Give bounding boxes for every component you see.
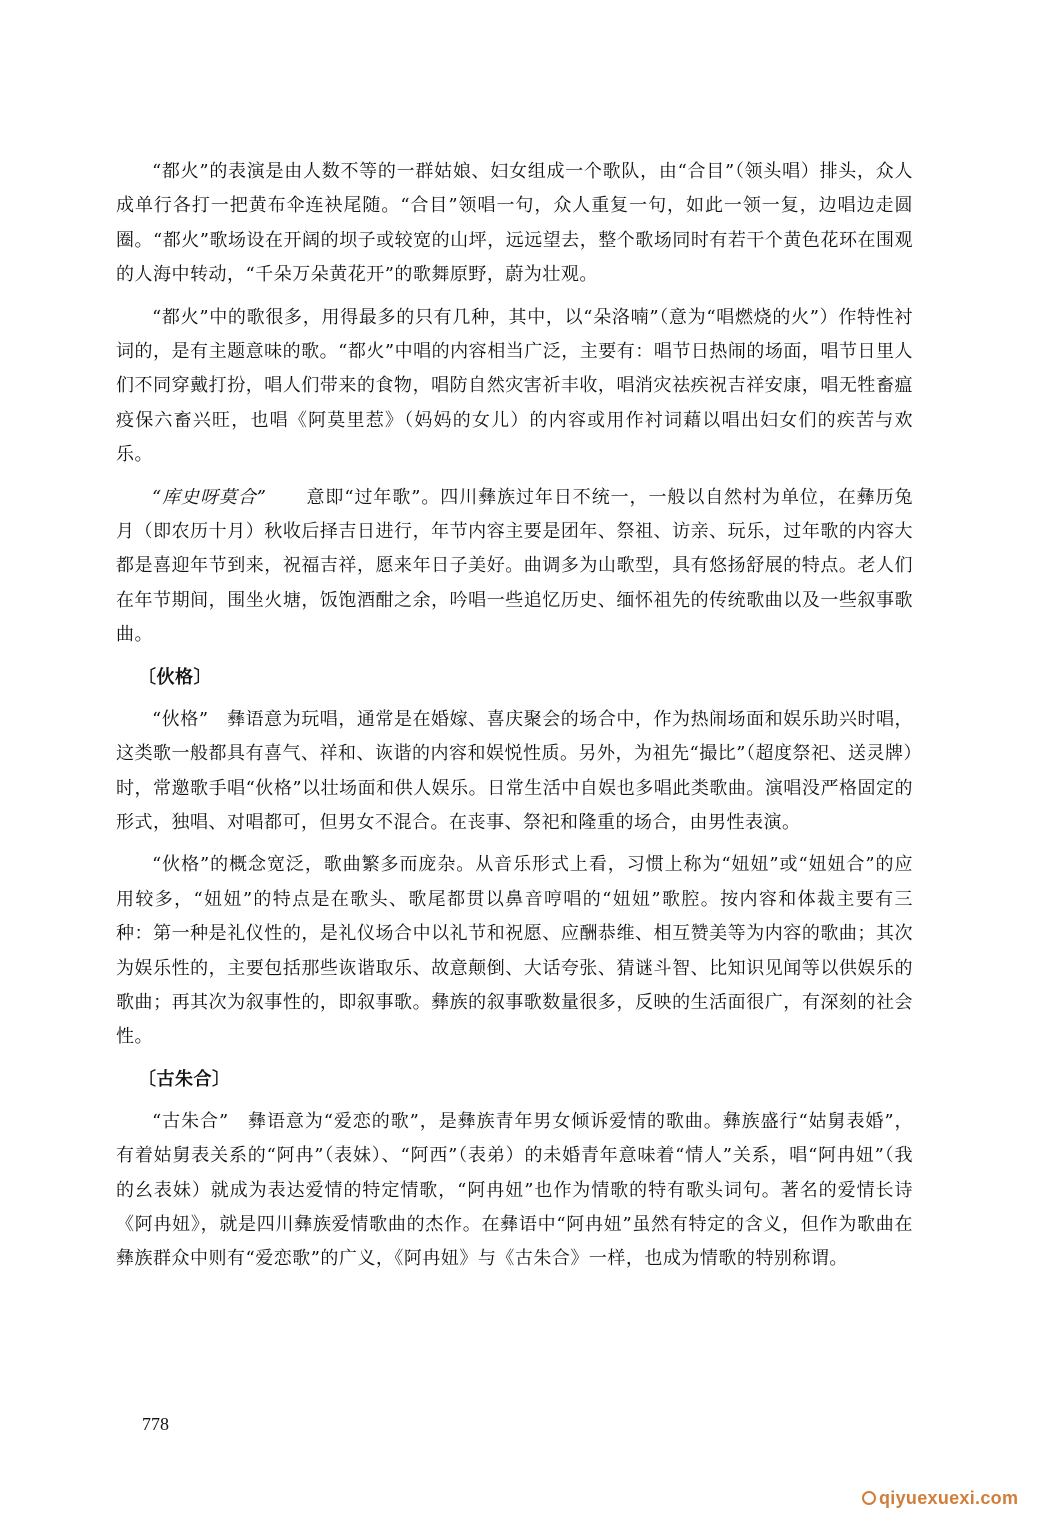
paragraph-duhuo-performance: “都火”的表演是由人数不等的一群姑娘、妇女组成一个歌队，由“合目”（领头唱）排头，众人成单行各打一把黄布伞连袂尾随。“合目”领唱一句，众人重复一句，如此一领一复，边唱边走圆圈。“都火”歌场设在开阔的坝子或较宽的山坪，远远望去，整个歌场同时有若干个黄色花环在围观的人海中转动，“千朵万朵黄花开”的歌舞原野，蔚为壮观。 — [116, 161, 913, 286]
paragraph-guzhuhe-love-songs: “古朱合” 彝语意为“爱恋的歌”，是彝族青年男女倾诉爱情的歌曲。彝族盛行“姑舅表婚”，有着姑舅表关系的“阿冉”（表妹）、“阿西”（表弟）的未婚青年意味着“情人”关系，唱“阿冉妞”（我的幺表妹）就成为表达爱情的特定情歌，“阿冉妞”也作为情歌的特有歌头词句。著名的爱情长诗《阿冉妞》，就是四川彝族爱情歌曲的杰作。在彝语中“阿冉妞”虽然有特定的含义，但作为歌曲在彝族群众中则有“爱恋歌”的广义，《阿冉妞》与《古朱合》一样，也成为情歌的特别称谓。 — [116, 1110, 913, 1270]
watermark-logo-icon — [862, 1491, 876, 1505]
section-heading-huoge: 〔伙格〕 — [138, 666, 212, 688]
paragraph-huoge-forms: “伙格”的概念宽泛，歌曲繁多而庞杂。从音乐形式上看，习惯上称为“妞妞”或“妞妞合”的应用较多，“妞妞”的特点是在歌头、歌尾都贯以鼻音哼唱的“妞妞”歌腔。按内容和体裁主要有三种：第一种是礼仪性的，是礼仪场合中以礼节和祝愿、应酬恭维、相互赞美等为内容的歌曲；其次为娱乐性的，主要包括那些诙谐取乐、故意颠倒、大话夸张、猜谜斗智、比知识见闻等以供娱乐的歌曲；再其次为叙事性的，即叙事歌。彝族的叙事歌数量很多，反映的生活面很广，有深刻的社会性。 — [116, 854, 913, 1048]
watermark-text: qiyuexuexi.com — [879, 1488, 1019, 1508]
paragraph-new-year-songs-text: 意即“过年歌”。四川彝族过年日不统一，一般以自然村为单位，在彝历兔月（即农历十月）秋收后择吉日进行，年节内容主要是团年、祭祖、访亲、玩乐，过年歌的内容大都是喜迎年节到来，祝福吉祥，愿来年日子美好。曲调多为山歌型，具有悠扬舒展的特点。老人们在年节期间，围坐火塘，饭饱酒酣之余，吟唱一些追忆历史、缅怀祖先的传统歌曲以及一些叙事歌曲。 — [116, 486, 914, 646]
section-heading-guzhuhe: 〔古朱合〕 — [138, 1068, 231, 1090]
term-kushi-yamohe: “库史呀莫合” — [152, 486, 267, 508]
paragraph-huoge-definition: “伙格” 彝语意为玩唱，通常是在婚嫁、喜庆聚会的场合中，作为热闹场面和娱乐助兴时唱，这类歌一般都具有喜气、祥和、诙谐的内容和娱悦性质。另外，为祖先“撮比”（超度祭祀、送灵牌）时，常邀歌手唱“伙格”以壮场面和供人娱乐。日常生活中自娱也多唱此类歌曲。演唱没严格固定的形式，独唱、对唱都可，但男女不混合。在丧事、祭祀和隆重的场合，由男性表演。 — [116, 708, 913, 833]
paragraph-duhuo-songs: “都火”中的歌很多，用得最多的只有几种，其中，以“朵洛喃”（意为“唱燃烧的火”）作特性衬词的，是有主题意味的歌。“都火”中唱的内容相当广泛，主要有：唱节日热闹的场面，唱节日里人们不同穿戴打扮，唱人们带来的食物，唱防自然灾害祈丰收，唱消灾祛疾祝吉祥安康，唱无牲畜瘟疫保六畜兴旺，也唱《阿莫里惹》（妈妈的女儿）的内容或用作衬词藉以唱出妇女们的疾苦与欢乐。 — [116, 306, 913, 466]
paragraph-new-year-songs — [116, 481, 913, 653]
site-watermark — [862, 1486, 1018, 1510]
body-text — [116, 155, 913, 1285]
page-number: 778 — [142, 1414, 169, 1434]
